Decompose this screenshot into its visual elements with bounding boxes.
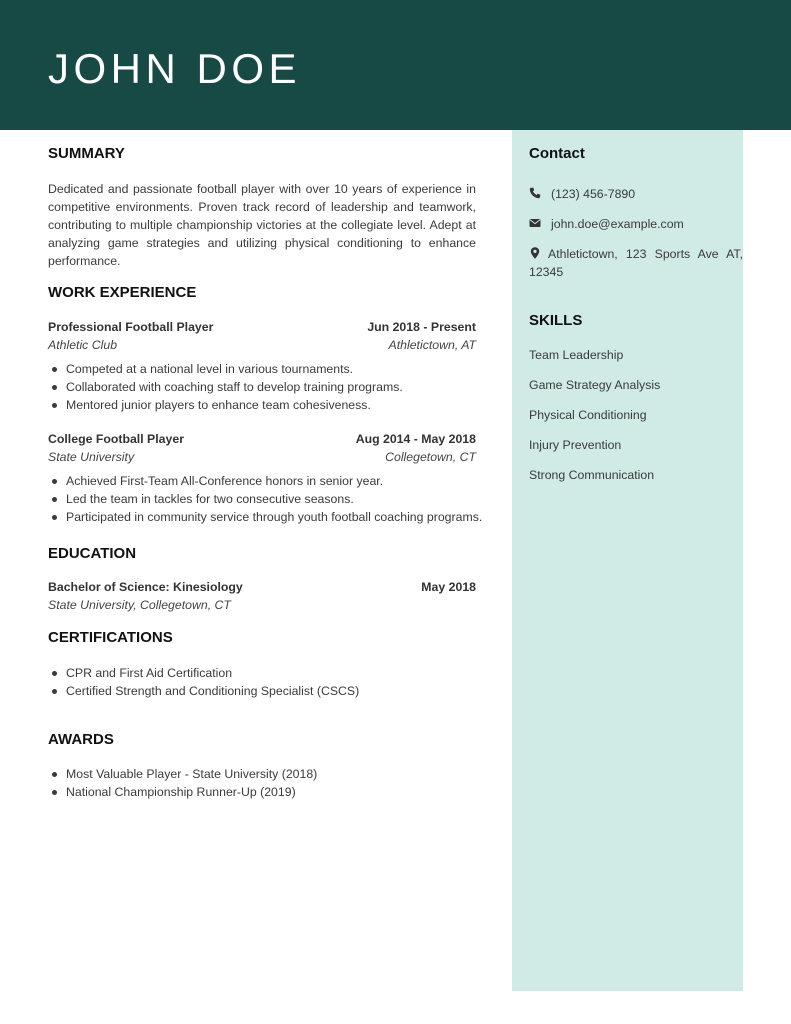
list-item: Mentored junior players to enhance team cohesiveness. [48, 396, 488, 414]
graduation-date: May 2018 [421, 580, 476, 594]
list-item: Achieved First-Team All-Conference honors in senior year. [48, 472, 488, 490]
job-title: College Football Player [48, 432, 184, 446]
summary-heading: SUMMARY [48, 145, 125, 162]
skill-item: Injury Prevention [529, 438, 622, 452]
school: State University, Collegetown, CT [48, 598, 231, 612]
candidate-name: JOHN DOE [48, 45, 302, 92]
summary-text: Dedicated and passionate football player with over 10 years of experience in competitive environments. Proven track record of leadership and teamwork, contributing to multiple championship victories at the collegiate level. Adept at analyzing game strategies and utilizing physical conditioning to enhance performance. [48, 182, 476, 268]
job-bullets [48, 360, 488, 414]
list-item: CPR and First Aid Certification [48, 664, 488, 682]
list-item: Participated in community service through youth football coaching programs. [48, 508, 488, 526]
certifications-heading: CERTIFICATIONS [48, 629, 173, 646]
list-item: Certified Strength and Conditioning Specialist (CSCS) [48, 682, 488, 700]
phone-number: (123) 456-7890 [551, 187, 636, 201]
job-header [48, 318, 476, 336]
list-item: Led the team in tackles for two consecutive seasons. [48, 490, 488, 508]
education-school-row [48, 596, 476, 614]
list-item: Competed at a national level in various tournaments. [48, 360, 488, 378]
job-dates: Aug 2014 - May 2018 [355, 432, 476, 446]
map-pin-icon [529, 246, 541, 258]
address-text: Athletictown, 123 Sports Ave AT, 12345 [529, 247, 743, 279]
list-item: Most Valuable Player - State University (2018) [48, 765, 488, 783]
skills-heading: SKILLS [529, 312, 583, 329]
skill-item: Strong Communication [529, 468, 655, 482]
job-org: Athletic Club [48, 338, 118, 352]
job-dates: Jun 2018 - Present [367, 320, 476, 334]
job-subheader [48, 336, 476, 354]
awards-list [48, 765, 488, 801]
education-heading: EDUCATION [48, 545, 137, 562]
job-bullets [48, 472, 488, 526]
awards-heading: AWARDS [48, 731, 114, 748]
contact-phone [529, 185, 743, 203]
experience-heading: WORK EXPERIENCE [48, 284, 197, 301]
job-subheader [48, 448, 476, 466]
job-location: Collegetown, CT [385, 450, 476, 464]
skill-item: Physical Conditioning [529, 408, 647, 422]
certifications-list [48, 664, 488, 700]
job-location: Athletictown, AT [388, 338, 476, 352]
contact-email [529, 215, 743, 233]
degree: Bachelor of Science: Kinesiology [48, 580, 243, 594]
header-banner [0, 0, 791, 130]
education-header [48, 578, 476, 596]
list-item: Collaborated with coaching staff to develop training programs. [48, 378, 488, 396]
contact-address [529, 245, 743, 281]
envelope-icon [529, 216, 541, 228]
job-title: Professional Football Player [48, 320, 214, 334]
email-address: john.doe@example.com [551, 217, 684, 231]
skill-item: Game Strategy Analysis [529, 378, 661, 392]
job-org: State University [48, 450, 135, 464]
skill-item: Team Leadership [529, 348, 624, 362]
job-header [48, 430, 476, 448]
list-item: National Championship Runner-Up (2019) [48, 783, 488, 801]
phone-icon [529, 186, 541, 198]
contact-heading: Contact [529, 145, 585, 162]
